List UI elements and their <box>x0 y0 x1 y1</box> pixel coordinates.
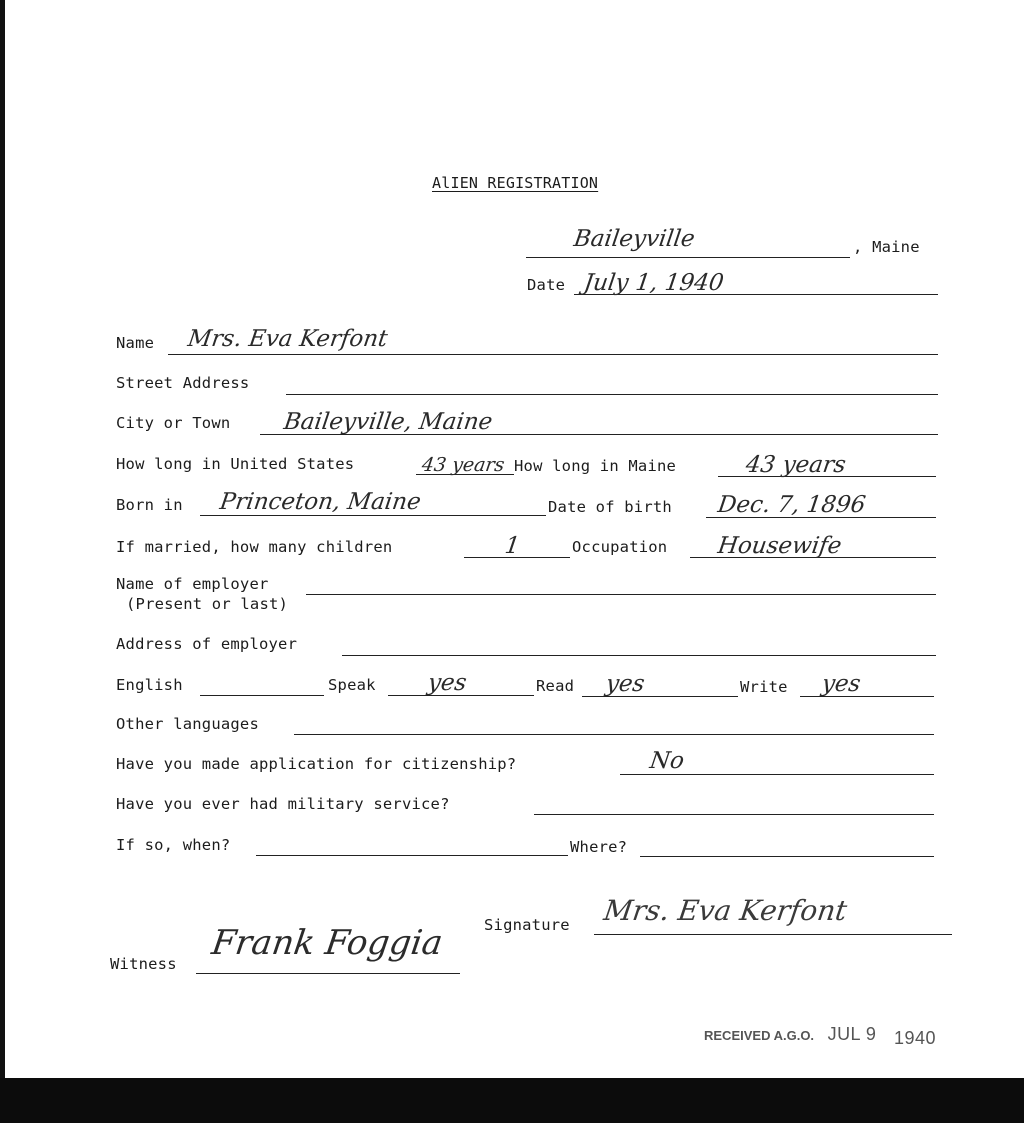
stamp-received-text: RECEIVED A.G.O. <box>704 1028 815 1043</box>
form-title: AlIEN REGISTRATION <box>432 174 599 192</box>
how-long-maine-label: How long in Maine <box>514 457 677 475</box>
born-in-label: Born in <box>116 496 183 514</box>
military-line <box>534 814 934 815</box>
employer-address-label: Address of employer <box>116 635 298 653</box>
date-entry: July 1, 1940 <box>582 270 726 296</box>
stamp-year: 1940 <box>893 1028 936 1048</box>
stamp-date: JUL 9 <box>827 1024 877 1044</box>
other-languages-line <box>294 734 934 735</box>
town-line <box>526 257 850 258</box>
occupation-entry: Housewife <box>716 533 844 559</box>
where-line <box>640 856 934 857</box>
employer-name-label: Name of employer <box>116 575 269 593</box>
english-label: English <box>116 676 183 694</box>
english-line <box>200 695 324 696</box>
children-label: If married, how many children <box>116 538 393 556</box>
street-label: Street Address <box>116 374 250 392</box>
how-long-us-label: How long in United States <box>116 455 355 473</box>
name-label: Name <box>116 334 155 352</box>
how-long-us-entry: 43 years <box>420 454 506 476</box>
other-languages-label: Other languages <box>116 715 259 733</box>
name-line <box>168 354 938 355</box>
read-entry: yes <box>604 671 647 697</box>
citizenship-entry: No <box>648 748 686 774</box>
signature-entry: Mrs. Eva Kerfont <box>601 894 850 927</box>
town-entry: Baileyville <box>572 226 697 252</box>
write-entry: yes <box>820 671 863 697</box>
city-label: City or Town <box>116 414 231 432</box>
if-so-when-label: If so, when? <box>116 836 231 854</box>
employer-address-line <box>342 655 936 656</box>
born-in-entry: Princeton, Maine <box>218 489 423 515</box>
date-label: Date <box>527 276 566 294</box>
witness-signature: Frank Foggia <box>209 923 446 963</box>
street-line <box>286 394 938 395</box>
employer-name-sublabel: (Present or last) <box>126 595 289 613</box>
speak-entry: yes <box>426 670 469 696</box>
received-stamp <box>704 1024 936 1048</box>
witness-label: Witness <box>110 955 177 973</box>
speak-label: Speak <box>328 676 376 694</box>
dob-entry: Dec. 7, 1896 <box>716 492 868 518</box>
military-label: Have you ever had military service? <box>116 795 450 813</box>
children-entry: 1 <box>503 533 522 559</box>
employer-name-line <box>306 594 936 595</box>
city-entry: Baileyville, Maine <box>282 409 495 435</box>
state-label: , Maine <box>853 238 920 256</box>
citizenship-label: Have you made application for citizenship? <box>116 755 517 773</box>
name-entry: Mrs. Eva Kerfont <box>186 326 390 352</box>
occupation-label: Occupation <box>572 538 668 556</box>
signature-label: Signature <box>484 916 570 934</box>
read-label: Read <box>536 677 575 695</box>
signature-line <box>594 934 952 935</box>
if-so-when-line <box>256 855 568 856</box>
how-long-maine-entry: 43 years <box>744 452 848 478</box>
born-in-line <box>200 515 546 516</box>
scan-border-bottom <box>0 1078 1024 1123</box>
scan-border-left <box>0 0 5 1123</box>
where-label: Where? <box>570 838 628 856</box>
citizenship-line <box>620 774 934 775</box>
dob-label: Date of birth <box>548 498 672 516</box>
write-label: Write <box>740 678 788 696</box>
witness-line <box>196 973 460 974</box>
